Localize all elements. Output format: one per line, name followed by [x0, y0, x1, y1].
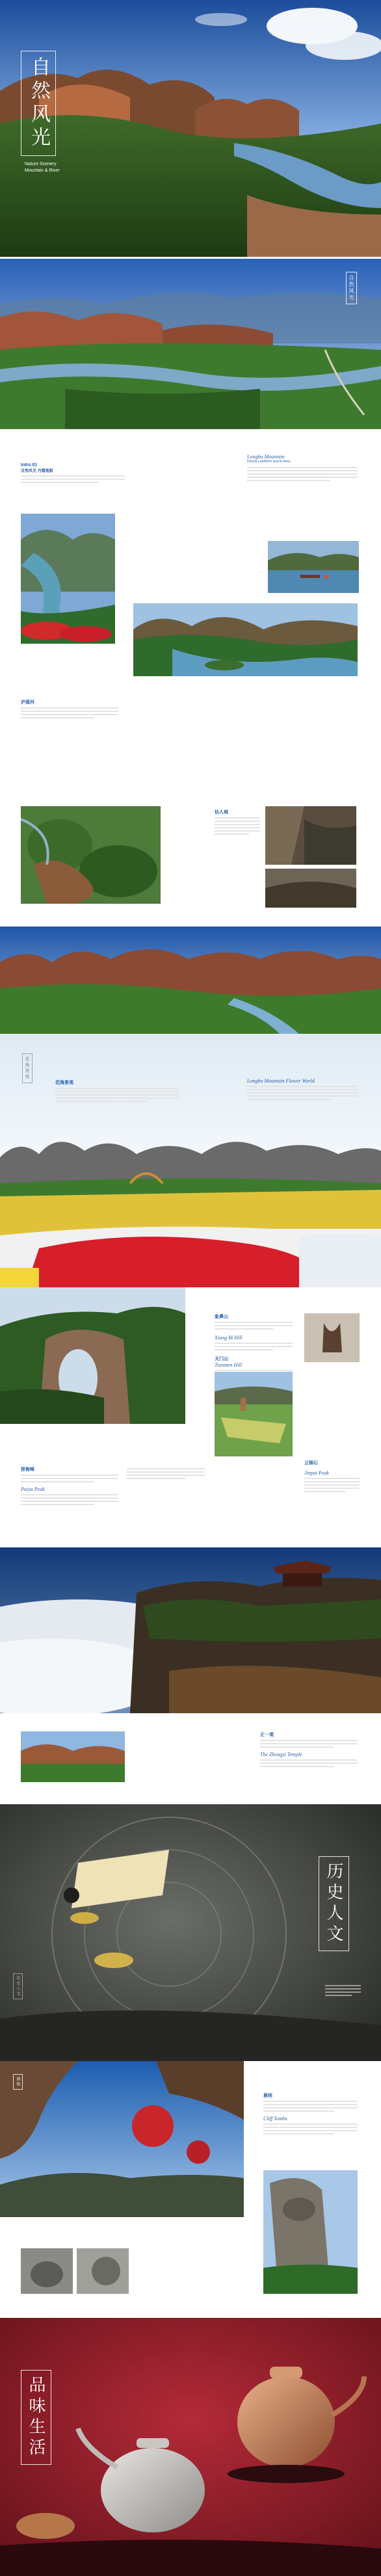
- arch-en-title-3: Paiya Peak: [21, 1486, 45, 1492]
- tea-section: [0, 2318, 381, 2576]
- flower-garden-photo: [0, 1034, 381, 1287]
- garden-en-title: Longhu Mountain Flower World: [247, 1078, 315, 1084]
- garden-vertical-tag-text: 花海景观: [25, 1057, 30, 1080]
- cloud-sea-photo: [0, 1547, 381, 1713]
- garden-text-left: [55, 1079, 179, 1104]
- hero-subtitle-line: Mountain & River: [25, 168, 60, 173]
- arch-text-right: [304, 1460, 360, 1494]
- elephant-arch-photo: [0, 1287, 185, 1424]
- garden-text-right: [247, 1078, 358, 1102]
- rock-carving-photo: [304, 1313, 360, 1362]
- small-photo-text: [260, 1731, 358, 1769]
- intro-en-title: Longhu Mountain: [247, 454, 285, 460]
- panorama-section: [0, 259, 381, 429]
- boat-lake-photo: [268, 541, 359, 593]
- cliff-lanterns-photo: [0, 2061, 244, 2217]
- mountain-panorama-section: [0, 927, 381, 1034]
- arch-tag: 象鼻山: [215, 1315, 228, 1319]
- intro-right-text: [247, 454, 358, 483]
- history-vertical-tag-text: 历史人文: [16, 1976, 20, 1997]
- hanging-section: [0, 2061, 381, 2315]
- arch-text-middle: [127, 1466, 205, 1481]
- hero-subtitle-line: Nature Scenery: [25, 162, 57, 166]
- intro-section: [0, 429, 381, 676]
- cliff-face-photo-1: [265, 806, 356, 865]
- arch-text-top: [215, 1313, 293, 1380]
- arch-section: [0, 1287, 381, 1551]
- cliff-tag: 仙人城: [215, 810, 228, 815]
- mountain-panorama-photo: [0, 927, 381, 1034]
- history-text-block: [325, 1983, 361, 1998]
- cliff-section: [0, 793, 381, 917]
- buddha-rock-photo: [263, 2170, 358, 2294]
- hanging-text-block: [263, 2092, 358, 2136]
- garden-tag: 花海景观: [55, 1081, 73, 1085]
- cliff-face-photo-2: [265, 869, 356, 908]
- intro-tag: Intro 01: [21, 463, 38, 467]
- arch-text-left: [21, 1466, 118, 1507]
- tea-title: 品味生活: [21, 2370, 51, 2465]
- panorama-tag-text: 自然风光: [348, 275, 354, 301]
- arch-en-title: Xiang Bi Hill: [215, 1335, 243, 1341]
- panorama-tag: [346, 272, 357, 304]
- stone-lion-photo-2: [77, 2248, 129, 2294]
- water-text-block: [21, 699, 118, 720]
- hero-title: 自然风光: [21, 51, 56, 156]
- teapot-photo: [0, 2318, 381, 2576]
- mountain-lake-photo: [21, 1731, 125, 1782]
- hanging-vertical-tag-text: 悬棺: [16, 2077, 20, 2087]
- stone-lion-photo-1: [21, 2248, 73, 2294]
- cloud-sea-section: [0, 1547, 381, 1713]
- hero-landscape-photo: [0, 0, 381, 257]
- river-bend-photo: [21, 514, 115, 644]
- small-photo-section: [0, 1713, 381, 1801]
- history-vertical-tag: [13, 1973, 23, 1999]
- hero-subtitle: [25, 161, 60, 174]
- small-en-title: The Zhengyi Temple: [260, 1752, 302, 1757]
- cliff-text-block: [215, 809, 260, 837]
- hero-section: [0, 0, 381, 257]
- garden-vertical-tag: [22, 1053, 33, 1083]
- intro-heading: 自然风光 丹霞地貌: [21, 469, 53, 473]
- arch-en-title-4: Jinpai Peak: [304, 1470, 329, 1476]
- water-tag: 泸溪河: [21, 700, 34, 705]
- water-section: [0, 676, 381, 754]
- arch-tag-3: 排衙峰: [21, 1467, 34, 1472]
- history-section: [0, 1804, 381, 2061]
- arch-en-title-2: Tianmen Hill: [215, 1362, 243, 1368]
- lake-peaks-photo: [133, 603, 358, 676]
- hanging-en-title: Cliff Tombs: [263, 2116, 287, 2122]
- history-title: 历史人文: [319, 1856, 349, 1951]
- intro-en-subtitle: Danxia Landform Scenic Area: [247, 460, 291, 464]
- hanging-tag: 悬棺: [263, 2094, 272, 2098]
- arch-tag-4: 云锦石: [304, 1461, 318, 1465]
- river-valley-photo: [0, 259, 381, 429]
- aerial-forest-photo: [21, 806, 161, 904]
- intro-text-block: [21, 463, 125, 485]
- garden-section: [0, 1034, 381, 1287]
- small-tag: 正一观: [260, 1733, 274, 1737]
- arch-tag-2: 天门山: [215, 1357, 228, 1361]
- hanging-vertical-tag: [13, 2074, 23, 2090]
- valley-field-photo: [215, 1372, 293, 1456]
